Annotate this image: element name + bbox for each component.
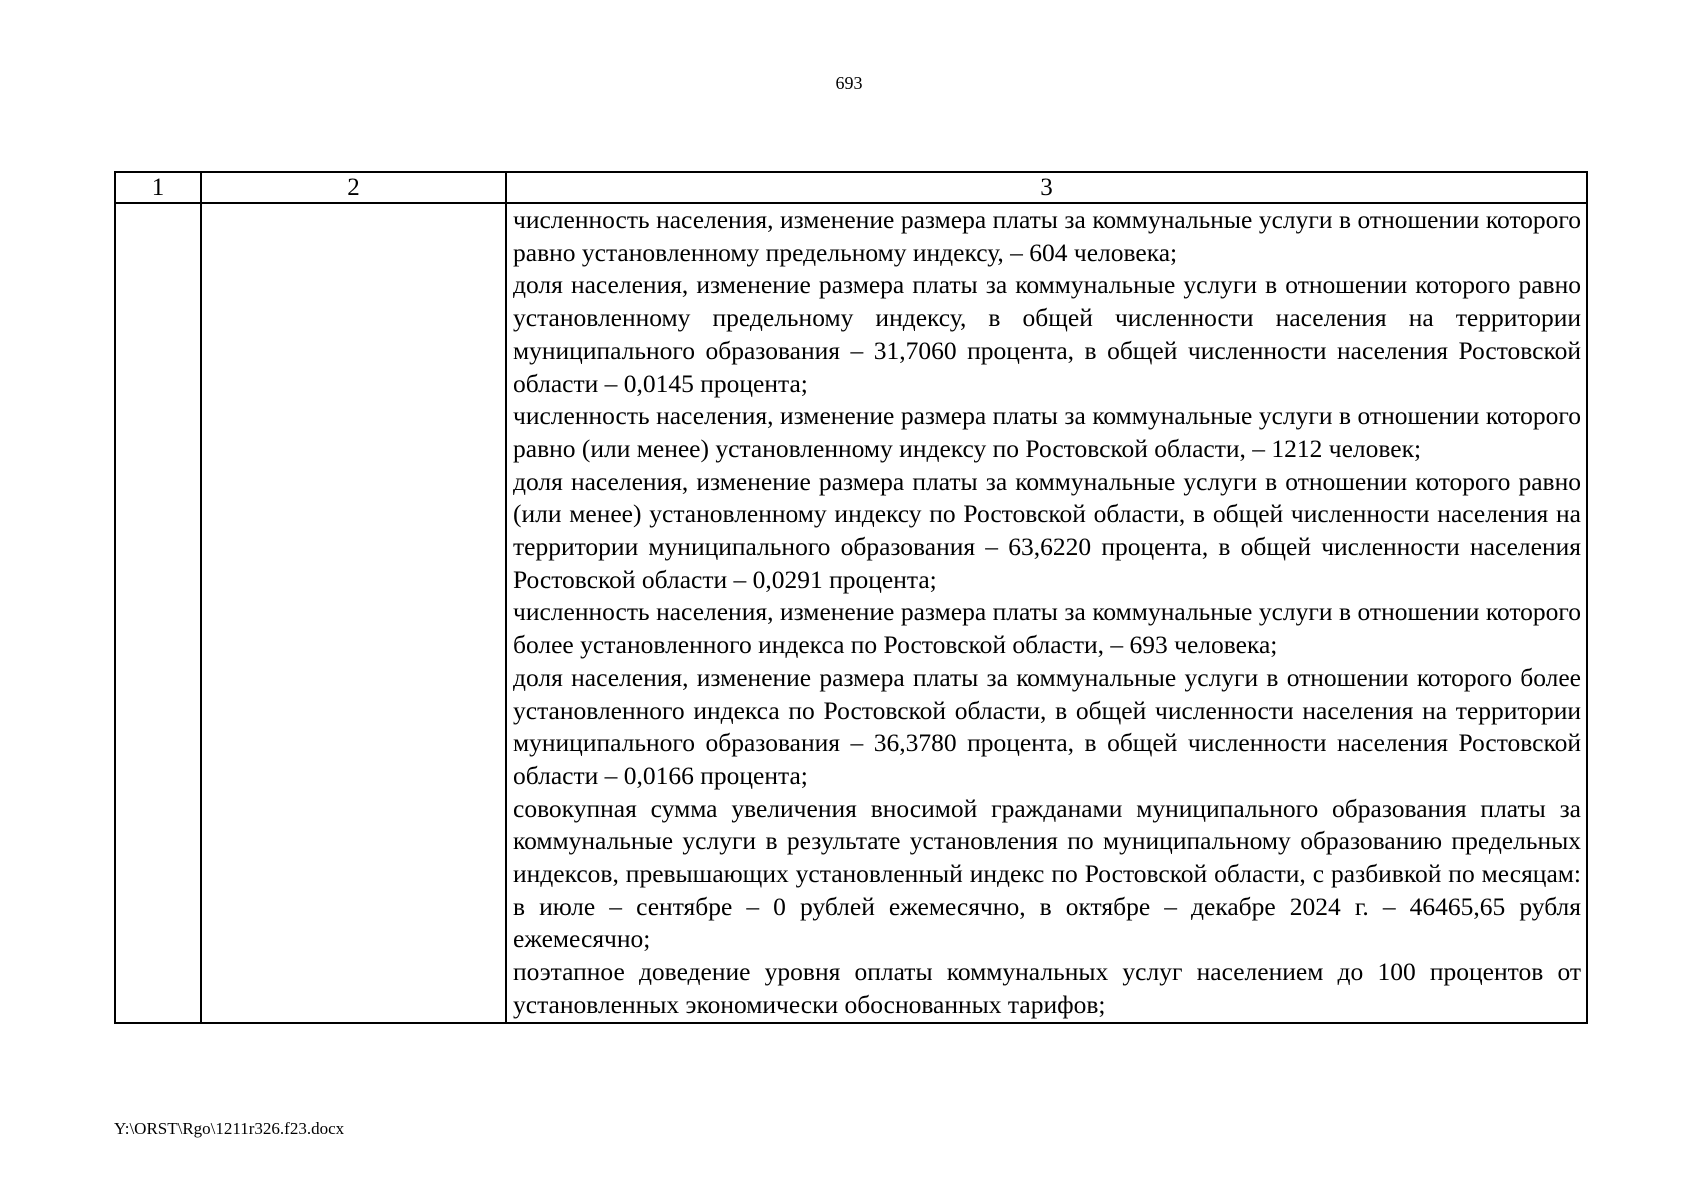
paragraph-population-regional-index: численность населения, изменение размера платы за коммунальные услуги в отношении которого равно (или менее) установленному индексу по Ростовской области, – 1212 человек; [513, 401, 1581, 463]
document-table [114, 171, 1588, 1024]
paragraph-share-limit-index: доля населения, изменение размера платы за коммунальные услуги в отношении которого равно установленному предельному индексу, в общей численности населения на территории муниципального образования – 31,7060 процента, в общей численности населения Ростовской области – 0,0145 процента; [513, 270, 1581, 398]
column-header-2: 2 [201, 172, 506, 203]
table-row [115, 203, 1587, 1023]
cell-column-3 [506, 203, 1587, 1023]
footer-file-path: Y:\ORST\Rgo\1211r326.f23.docx [114, 1119, 345, 1138]
cell-column-1 [115, 203, 201, 1023]
cell-column-2 [201, 203, 506, 1023]
paragraph-share-regional-index: доля населения, изменение размера платы за коммунальные услуги в отношении которого равно (или менее) установленному индексу по Ростовской области, в общей численности населения на территории муниципального образования – 63,6220 процента, в общей численности населения Ростовской области – 0,0291 процента; [513, 466, 1581, 594]
paragraph-population-limit-index: численность населения, изменение размера платы за коммунальные услуги в отношении которого равно установленному предельному индексу, – 604 человека; [513, 205, 1581, 267]
paragraph-population-above-index: численность населения, изменение размера платы за коммунальные услуги в отношении которого более установленного индекса по Ростовской области, – 693 человека; [513, 597, 1581, 660]
column-header-1: 1 [115, 172, 201, 203]
page-number: 693 [835, 73, 863, 93]
paragraph-payment-level: поэтапное доведение уровня оплаты коммунальных услуг населением до 100 процентов от установленных экономически обоснованных тарифов; [513, 957, 1581, 1019]
column-header-3: 3 [506, 172, 1587, 203]
paragraph-total-increase: совокупная сумма увеличения вносимой гражданами муниципального образования платы за коммунальные услуги в результате установления по муниципальному образованию предельных индексов, превышающих установленный индекс по Ростовской области, с разбивкой по месяцам: в июле – сентябре – 0 рублей ежемесячно, в октябре – декабре 2024 г. – 46465,65 рубля ежемесячно; [513, 793, 1581, 954]
table-header-row [115, 172, 1587, 203]
paragraph-share-above-index: доля населения, изменение размера платы за коммунальные услуги в отношении которого более установленного индекса по Ростовской области, в общей численности населения на территории муниципального образования – 36,3780 процента, в общей численности населения Ростовской области – 0,0166 процента; [513, 662, 1581, 790]
cell-text-block [507, 204, 1586, 1022]
